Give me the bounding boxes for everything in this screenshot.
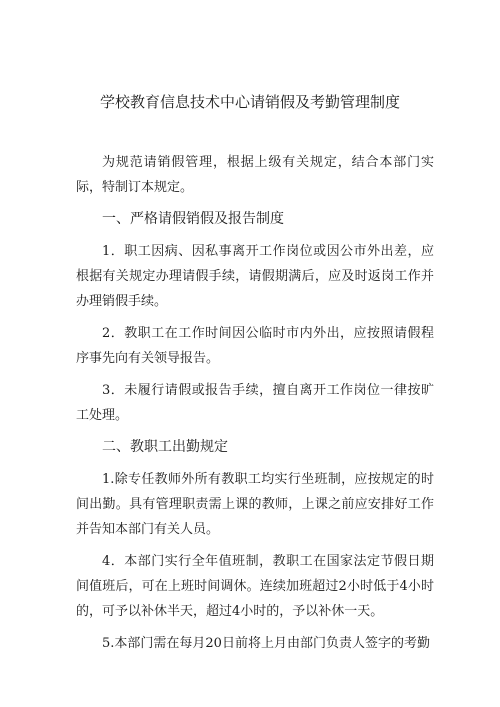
- attendance-rule-4: 4．本部门实行全年值班制，教职工在国家法定节假日期间值班后，可在上班时间调休。连续加班超过2小时低于4小时的，可予以补休半天，超过4小时的，予以补休一天。: [76, 554, 434, 619]
- document-title: 学校教育信息技术中心请销假及考勤管理制度: [99, 93, 400, 111]
- document-body: [76, 150, 434, 663]
- intro-paragraph: 为规范请销假管理，根据上级有关规定，结合本部门实际，特制订本规定。: [76, 155, 434, 195]
- section-heading-leave: 一、严格请假销假及报告制度: [102, 211, 284, 227]
- section-heading-attendance: 二、教职工出勤规定: [102, 439, 228, 455]
- attendance-rule-1: 1.除专任教师外所有教职工均实行坐班制，应按规定的时间出勤。具有管理职责需上课的教师，上课之前应安排好工作并告知本部门有关人员。: [76, 472, 434, 537]
- attendance-rule-5: 5.本部门需在每月20日前将上月由部门负责人签字的考勤: [102, 636, 430, 651]
- leave-rule-1: 1．职工因病、因私事离开工作岗位或因公市外出差，应根据有关规定办理请假手续，请假期满后，应及时返岗工作并办理销假手续。: [76, 244, 434, 309]
- leave-rule-2: 2．教职工在工作时间因公临时市内外出，应按照请假程序事先向有关领导报告。: [76, 326, 434, 366]
- leave-rule-3: 3．未履行请假或报告手续，擅自离开工作岗位一律按旷工处理。: [76, 383, 434, 423]
